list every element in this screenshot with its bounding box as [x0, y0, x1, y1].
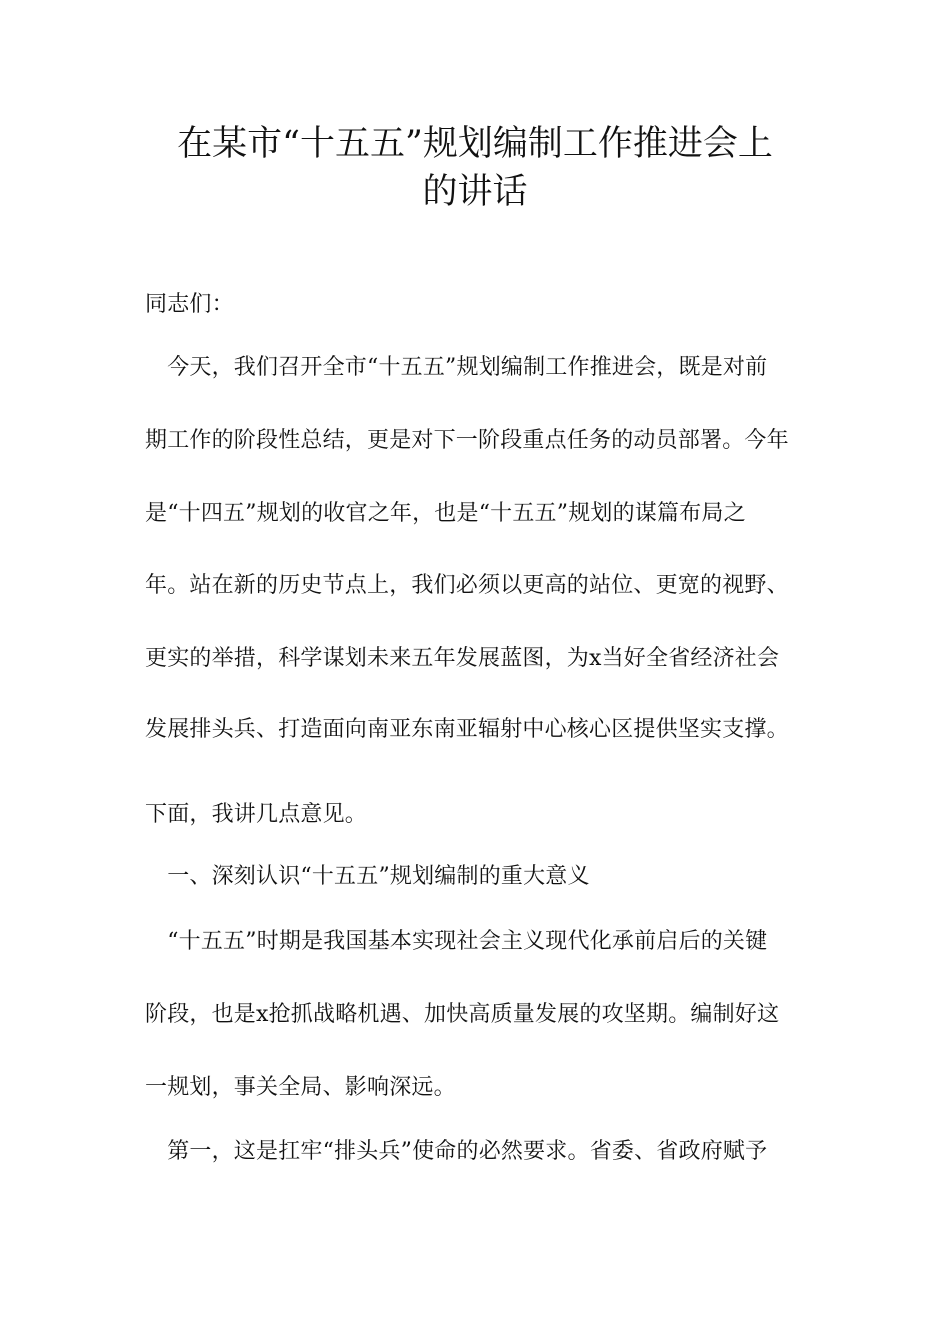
body-line: 更实的举措，科学谋划未来五年发展蓝图，为x当好全省经济社会 [145, 646, 780, 671]
body-line: 一规划，事关全局、影响深远。 [145, 1075, 456, 1100]
section-heading: 一、深刻认识“十五五”规划编制的重大意义 [145, 864, 590, 889]
document-title-line-1: 在某市“十五五”规划编制工作推进会上 [177, 124, 773, 164]
body-line: 期工作的阶段性总结，更是对下一阶段重点任务的动员部署。今年 [145, 428, 789, 453]
body-line: 第一，这是扛牢“排头兵”使命的必然要求。省委、省政府赋予 [145, 1139, 768, 1164]
body-line: 阶段，也是x抢抓战略机遇、加快高质量发展的攻坚期。编制好这 [145, 1002, 780, 1027]
body-line: 发展排头兵、打造面向南亚东南亚辐射中心核心区提供坚实支撑。 [145, 717, 789, 742]
body-line: 年。站在新的历史节点上，我们必须以更高的站位、更宽的视野、 [145, 573, 789, 598]
body-line: 今天，我们召开全市“十五五”规划编制工作推进会，既是对前 [145, 355, 768, 380]
body-line: 是“十四五”规划的收官之年，也是“十五五”规划的谋篇布局之 [145, 501, 746, 526]
document-title-line-2: 的讲话 [422, 172, 528, 212]
salutation: 同志们： [145, 292, 234, 317]
body-line: “十五五”时期是我国基本实现社会主义现代化承前启后的关键 [145, 929, 768, 954]
body-line: 下面，我讲几点意见。 [145, 802, 368, 827]
